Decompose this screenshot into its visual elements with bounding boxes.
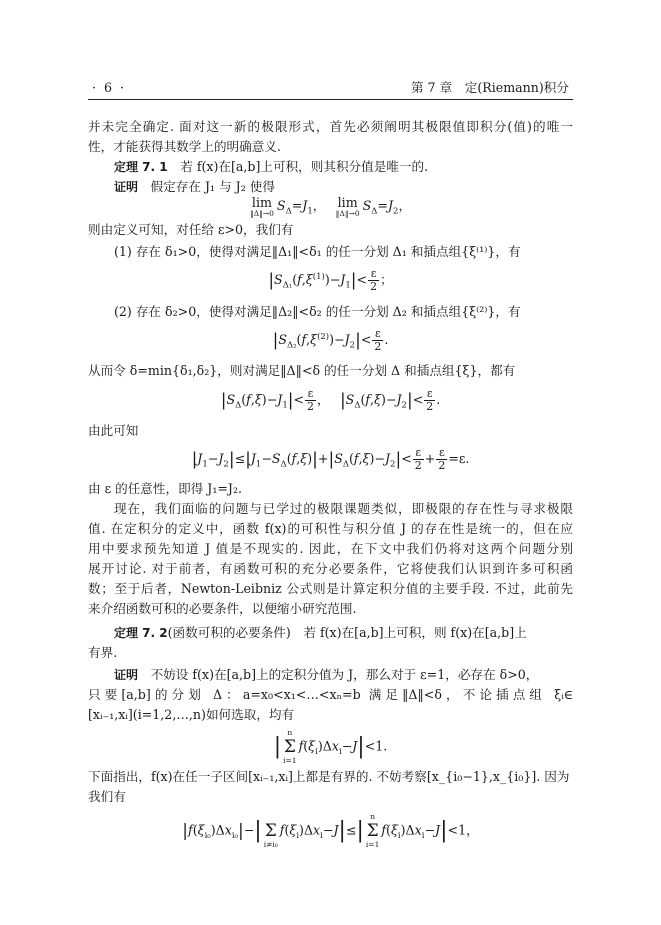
proof-1-case-2: (2) 存在 δ₂>0，使得对满足‖Δ₂‖<δ₂ 的任一分划 Δ₂ 和插点组{ξ⁽²⁾}，有 [114, 304, 521, 319]
proof-2-line-2: 只要[a,b]的分划 Δ：a=x₀<x₁<…<xₙ=b 满足‖Δ‖<δ，不论插点组 ξᵢ∈ [88, 687, 573, 702]
equation-sum: | n Σ i=1 $f(\xi_i)\Delta x_i-J|<1$. [273, 728, 388, 765]
proof-2-line-1-text: 不妨设 f(x)在[a,b]上的定积分值为 J，那么对于 ε=1，必存在 δ>0， [138, 667, 539, 682]
page-number: · 6 · [92, 80, 127, 95]
proof-1-intro-text: 假定存在 J₁ 与 J₂ 使得 [138, 179, 275, 194]
theorem-2-text: 若 f(x)在[a,b]上可积，则 f(x)在[a,b]上 [290, 625, 527, 640]
discussion-line-3: 用中要求预先知道 J 值是不现实的. 因此，在下文中我们仍将对这两个问题分别 [88, 541, 573, 556]
discussion-line-1: 现在，我们面临的问题与已学过的极限课题类似，即极限的存在性与寻求极限 [114, 501, 573, 516]
proof-1-hence: 由此可知 [88, 423, 139, 438]
proof-1-conclusion: 由 ε 的任意性，即得 J₁=J₂. [88, 481, 243, 496]
header-rule [88, 99, 573, 100]
theorem-1-text: 若 f(x)在[a,b]上可积，则其积分值是唯一的. [167, 159, 429, 174]
running-header-chapter: 第 7 章 定(Riemann)积分 [410, 80, 569, 95]
discussion-line-4: 展开讨论. 对于前者，有函数可积的充分必要条件，它将使我们认识到许多可积函 [88, 561, 573, 576]
equation-both: $|S_\Delta(f,\xi)-J_1|<$ $\frac{\varepsilon}{2}$ ， $|S_\Delta(f,\xi)-J_2|<$ $\frac{\varepsilon}{2}$ . [220, 387, 441, 413]
equation-case-2: $|S_{\Delta_2}(f,\xi^{(2)})-J_2|<$ $\frac{\varepsilon}{2}$ . [272, 327, 389, 353]
proof-1-case-1: (1) 存在 δ₁>0，使得对满足‖Δ₁‖<δ₁ 的任一分划 Δ₁ 和插点组{ξ⁽¹⁾}，有 [114, 244, 521, 259]
intro-line-2: 性，才能获得其数学上的明确意义. [88, 139, 281, 154]
equation-last: $|f(\xi_{i_0})\Delta x_{i_0}|-|$ Σ i≠i₀ $f(\xi_i)\Delta x_i-J|\le|$ n Σ i=1 $f(\xi_i)\Delta x_i-J|<1$， [182, 812, 479, 849]
proof-1-line: 则由定义可知，对任给 ε>0，我们有 [88, 222, 294, 237]
discussion-line-2: 值. 在定积分的定义中，函数 f(x)的可积性与积分值 J 的存在性是统一的，但在应 [88, 521, 573, 536]
theorem-2 [114, 624, 573, 642]
theorem-2-line-2: 有界. [88, 645, 118, 660]
proof-2-line-4: 下面指出，f(x)在任一子区间[xᵢ₋₁,xᵢ]上都是有界的. 不妨考察[x_{i₀−1},x_{i₀}]. 因为 [88, 769, 570, 784]
proof-2-line-3: [xᵢ₋₁,xᵢ](i=1,2,…,n)如何选取，均有 [88, 707, 295, 722]
proof-2-label: 证明 [114, 668, 139, 682]
proof-2-line-1 [114, 666, 573, 684]
equation-case-1: $|S_{\Delta_1}(f,\xi^{(1)})-J_1|<$ $\frac{\varepsilon}{2}$ ； [268, 267, 393, 293]
discussion-line-6: 来介绍函数可积的必要条件，以便缩小研究范围. [88, 601, 357, 616]
intro-line-1: 并未完全确定. 面对这一新的极限形式，首先必须阐明其极限值即积分(值)的唯一 [88, 119, 573, 134]
theorem-1 [114, 158, 573, 176]
proof-1-intro [114, 178, 573, 196]
equation-chain: $|J_1-J_2|\le|J_1-S_\Delta(f,\xi)|+|S_\Delta(f,\xi)-J_2|<$ $\frac{\varepsilon}{2}$ + $\frac{\varepsilon}{2}$ =ε. [191, 446, 470, 472]
theorem-2-condition: (函数可积的必要条件) [167, 625, 291, 640]
proof-2-line-5: 我们有 [88, 789, 126, 804]
theorem-1-label: 定理 7. 1 [114, 160, 168, 174]
equation-limits: lim ‖Δ‖→0 $S_\Delta=J_1$， lim ‖Δ‖→0 $S_\Delta=J_2$， [249, 195, 412, 218]
discussion-line-5: 数；至于后者，Newton-Leibniz 公式则是计算定积分值的主要手段. 不过，此前先 [88, 581, 573, 596]
proof-1-continuation: 从而令 δ=min{δ₁,δ₂}，则对满足‖Δ‖<δ 的任一分划 Δ 和插点组{ξ}，都有 [88, 363, 516, 378]
theorem-2-label: 定理 7. 2 [114, 626, 168, 640]
proof-1-label: 证明 [114, 180, 139, 194]
